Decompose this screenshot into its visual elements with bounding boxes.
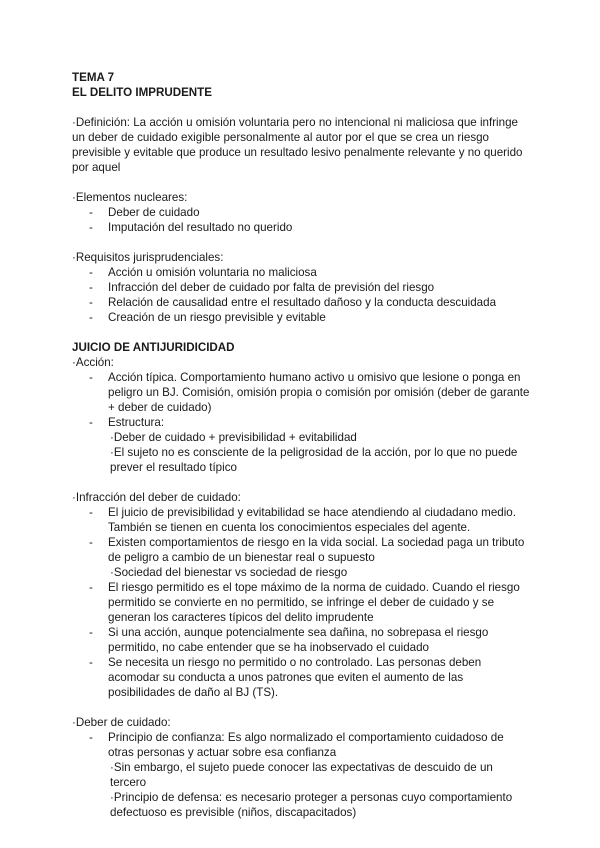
- requisitos-heading: ·Requisitos jurisprudenciales:: [72, 251, 224, 264]
- page-title: EL DELITO IMPRUDENTE: [72, 86, 212, 99]
- list-item: - Existen comportamientos de riesgo en la vida social. La sociedad paga un tributo de peligro a cambio de un bienestar real o supuesto ·Sociedad del bienestar vs sociedad de riesgo: [72, 535, 532, 580]
- list-item: - El juicio de previsibilidad y evitabilidad se hace atendiendo al ciudadano medio. También se tienen en cuenta los conocimientos especiales del agente.: [89, 506, 516, 534]
- section-title: JUICIO DE ANTIJURIDICIDAD: [72, 341, 235, 354]
- elementos-heading: ·Elementos nucleares:: [72, 191, 188, 204]
- deber-list: [72, 730, 532, 820]
- sub-line: ·Sociedad del bienestar vs sociedad de riesgo: [110, 566, 348, 579]
- accion-list: [72, 370, 532, 475]
- sub-line: ·Deber de cuidado + previsibilidad + evitabilidad: [110, 431, 357, 444]
- list-item: - Imputación del resultado no querido: [89, 221, 293, 234]
- tema-number: TEMA 7: [72, 71, 115, 84]
- list-item: - Estructura: ·Deber de cuidado + previsibilidad + evitabilidad ·El sujeto no es consciente de la peligrosidad de la acción, por lo que no puede prever el resultado típico: [72, 415, 532, 475]
- list-item: - Principio de confianza: Es algo normalizado el comportamiento cuidadoso de otras personas y actuar sobre esa confianza ·Sin embargo, el sujeto puede conocer las expectativas de descuido de un tercero ·Principio de defensa: es necesario proteger a personas cuyo comportamiento defectuoso es previsible (niños, discapacitados): [72, 730, 532, 820]
- sub-line: ·Sin embargo, el sujeto puede conocer las expectativas de descuido de un tercero: [110, 761, 493, 789]
- list-item: - Si una acción, aunque potencialmente sea dañina, no sobrepasa el riesgo permitido, no cabe entender que se ha inobservado el cuidado: [89, 626, 489, 654]
- requisitos-list: [72, 265, 532, 325]
- document-body: [72, 70, 532, 820]
- list-item: - El riesgo permitido es el tope máximo de la norma de cuidado. Cuando el riesgo permitido se convierte en no permitido, se infringe el deber de cuidado y se generan los caracteres típicos del delito imprudente: [89, 581, 520, 624]
- list-item: - Creación de un riesgo previsible y evitable: [89, 311, 326, 324]
- list-item: - Se necesita un riesgo no permitido o no controlado. Las personas deben acomodar su conducta a unos patrones que eviten el aumento de las posibilidades de daño al BJ (TS).: [89, 656, 482, 699]
- infraccion-heading: ·Infracción del deber de cuidado:: [72, 491, 241, 504]
- list-item: - Acción u omisión voluntaria no maliciosa: [89, 266, 317, 279]
- infraccion-list: [72, 505, 532, 700]
- sub-line: ·El sujeto no es consciente de la peligrosidad de la acción, por lo que no puede prever el resultado típico: [110, 446, 518, 474]
- accion-heading: ·Acción:: [72, 356, 114, 369]
- definition-paragraph: ·Definición: La acción u omisión voluntaria pero no intencional ni maliciosa que infringe un deber de cuidado exigible personalmente al autor por el que se crea un riesgo previsible y evitable que produce un resultado lesivo penalmente relevante y no querido por aquel: [72, 116, 523, 174]
- list-item: - Relación de causalidad entre el resultado dañoso y la conducta descuidada: [89, 296, 497, 309]
- elementos-list: [72, 205, 532, 235]
- sub-line: ·Principio de defensa: es necesario proteger a personas cuyo comportamiento defectuoso es previsible (niños, discapacitados): [110, 791, 513, 819]
- deber-heading: ·Deber de cuidado:: [72, 716, 171, 729]
- list-item: - Acción típica. Comportamiento humano activo u omisivo que lesione o ponga en peligro un BJ. Comisión, omisión propia o comisión por omisión (deber de garante + deber de cuidado): [89, 371, 530, 414]
- list-item: - Infracción del deber de cuidado por falta de previsión del riesgo: [89, 281, 435, 294]
- list-item: - Deber de cuidado: [89, 206, 200, 219]
